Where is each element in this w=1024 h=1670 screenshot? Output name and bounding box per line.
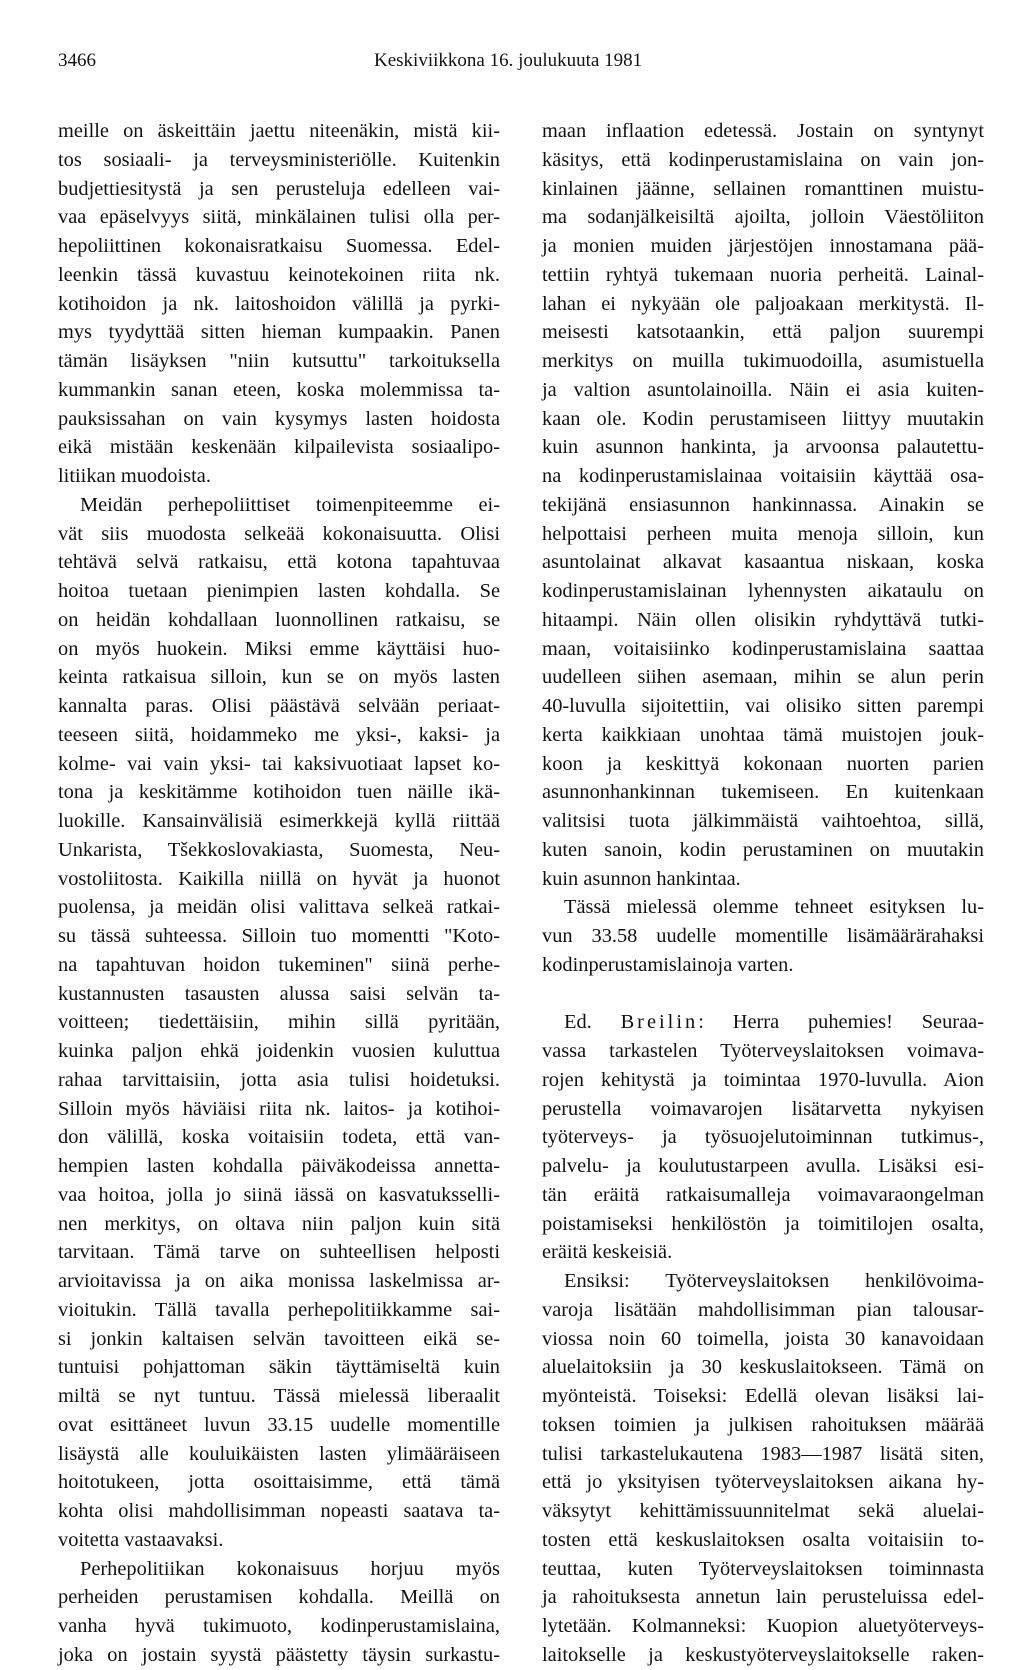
text-line: voitteen; tiedettäisiin, mihin sillä pyritään, [58,1011,500,1034]
text-line [542,980,984,1009]
text-line: si jonkin kaltaisen selvän tavoitteen eikä se- [58,1327,500,1350]
text-line: hepoliittinen kokonaisratkaisu Suomessa. Edel- [58,235,500,257]
right-column [542,117,984,1670]
text-line: perheiden perustamisen kohdalla. Meillä on [58,1586,500,1609]
text-line: eikä mistään keskenään kilpailevista sosiaalipo- [58,436,500,459]
text-line: kummankin sanan eteen, koska molemmissa ta- [58,378,500,401]
text-line: lisäystä alle kouluikäisten lasten ylimääräiseen [58,1442,500,1465]
text-line: ma sodanjälkeisiltä ajoilta, jolloin Väestöliiton [542,206,984,229]
text-line: meisesti katsotaankin, että paljon suurempi [542,321,984,344]
text-line: rojen kehitystä ja toimintaa 1970-luvulla. Aion [542,1068,984,1091]
text-line: kotihoidon ja nk. laitoshoidon välillä ja pyrki- [58,292,500,315]
text-line: kolme- vai vain yksi- tai kaksivuotiaat lapset ko- [58,752,500,775]
text-line: ja monien muiden järjestöjen innostamana pää- [542,235,984,257]
text-line: maan, voitaisiinko kodinperustamislaina saattaa [542,637,984,660]
text-line: leenkin tässä kuvastuu keinotekoinen riita nk. [58,263,500,286]
text-line: hoitoa tuetaan pienimpien lasten kohdalla. Se [58,580,500,602]
text-line: 40-luvulla sijoitettiin, vai olisiko sitten parempi [542,695,984,717]
text-line: su tässä suhteessa. Silloin tuo momentti "Koto- [58,925,500,947]
text-line: kuin asunnon hankintaa. [542,867,741,890]
text-line: kannalta paras. Olisi päästävä selvään periaat- [58,695,500,717]
text-line: toksen toimien ja julkisen rahoituksen määrää [542,1413,984,1436]
text-line: vioitukin. Tällä tavalla perhepolitiikkamme sai- [58,1298,500,1321]
text-line: vassa tarkastelen Työterveyslaitoksen voimava- [542,1040,984,1062]
text-line: viossa noin 60 toimella, joista 30 kanavoidaan [542,1327,984,1350]
header-date: Keskiviikkona 16. joulukuuta 1981 [374,50,643,71]
text-line: don välillä, koska voitaisiin todeta, että van- [58,1126,500,1149]
text-line: poistamiseksi henkilöstön ja toimitilojen osalta, [542,1212,984,1235]
text-line: puolensa, ja meidän olisi valittava selkeä ratkai- [58,896,500,919]
text-line: koon ja keskittyä kokonaan nuorten parien [542,752,984,775]
text-line: väksytyt kehittämissuunnitelmat sekä aluelai- [542,1500,984,1522]
text-line: keinta ratkaisua silloin, kun se on myös lasten [58,666,500,689]
text-line: teuttaa, kuten Työterveyslaitoksen toiminnasta [542,1557,984,1580]
text-line: voitetta vastaavaksi. [58,1528,224,1551]
text-line: tämän lisäyksen "niin kutsuttu" tarkoituksella [58,350,500,372]
text-line: hempien lasten kohdalla päiväkodeissa annetta- [58,1155,500,1177]
text-line: tona ja keskitämme kotihoidon tuen näille ikä- [58,781,500,804]
text-line: tekijänä ensiasunnon hankinnassa. Ainakin se [542,493,984,516]
text-line: palvelu- ja koulutustarpeen avulla. Lisäksi esi- [542,1155,984,1177]
text-line: että jo yksityisen työterveyslaitoksen aikana hy- [542,1471,984,1494]
text-line: na kodinperustamislainaa voitaisiin käyttää osa- [542,465,984,487]
text-line: kodinperustamislainoja varten. [542,953,794,976]
text-line: tos sosiaali- ja terveysministeriölle. Kuitenkin [58,148,500,171]
text-line: vät siis muodosta selkeää kokonaisuutta. Olisi [58,522,500,545]
text-line: ja rahoituksesta annetun lain perusteluissa edel- [542,1586,984,1609]
text-line: tettiin ryhtyä tukemaan nuoria perheitä. Lainal- [542,263,984,286]
text-line: myönteistä. Toiseksi: Edellä olevan lisäksi lai- [542,1385,984,1407]
text-line: Tässä mielessä olemme tehneet esityksen lu- [564,896,984,919]
text-line: perustella voimavarojen lisätarvetta nykyisen [542,1097,984,1120]
text-line: vanha hyvä tukimuoto, kodinperustamislaina, [58,1615,500,1637]
text-line: maan inflaation edetessä. Jostain on syntynyt [542,120,984,142]
text-line: kuinka paljon ehkä joidenkin vuosien kuluttua [58,1040,500,1062]
text-line: lytetään. Kolmanneksi: Kuopion aluetyöterveys- [542,1615,984,1637]
text-line: on heidän kohdallaan luonnollinen ratkaisu, se [58,608,500,631]
text-line: kohta olisi mahdollisimman nopeasti saatava ta- [58,1500,500,1522]
text-line: kustannusten tasausten alussa saisi selvän ta- [58,982,500,1005]
page-number: 3466 [58,50,96,71]
text-line: kinlainen jäänne, sellainen romanttinen muistu- [542,177,984,200]
text-line: kerta kaikkiaan unohtaa tämä muistojen jouk- [542,723,984,746]
text-line: litiikan muodoista. [58,465,211,487]
text-line: tosten että keskuslaitoksen osalta voitaisiin to- [542,1528,984,1551]
text-line: kaan ole. Kodin perustamiseen liittyy muutakin [542,407,984,430]
text-line: vaa epäselvyys siitä, minkälainen tulisi olla per- [58,206,500,229]
text-line: mys tyydyttää sitten hieman kumpaakin. Panen [58,321,500,344]
text-line: na tapahtuvan hoidon tukeminen" siinä perhe- [58,953,500,976]
text-line: työterveys- ja työsuojelutoiminnan tutkimus-, [542,1126,984,1149]
text-line: merkitys on muilla tukimuodoilla, asumistuella [542,350,984,372]
text-line: käsitys, että kodinperustamislaina on vain jon- [542,148,984,171]
text-line: joka on jostain syystä päästetty täysin surkastu- [58,1643,500,1666]
text-line: on myös huokein. Miksi emme käyttäisi huo- [58,637,500,660]
text-line: aluelaitoksiin ja 30 keskuslaitokseen. Tämä on [542,1356,984,1379]
text-line: asuntolainat alkavat kasaantua niskaan, koska [542,551,984,574]
text-line: hoitotukeen, jotta osoittaisimme, että tämä [58,1471,500,1494]
text-line: tehtävä selvä ratkaisu, että kotona tapahtuvaa [58,551,500,574]
text-line: Unkarista, Tšekkoslovakiasta, Suomesta, Neu- [58,838,500,861]
text-line: vaa hoitoa, jolla jo siinä iässä on kasvatuksselli- [58,1183,500,1206]
text-line: uudelleen siihen asemaan, mihin se alun perin [542,666,984,689]
text-line: Ensiksi: Työterveyslaitoksen henkilövoima- [564,1270,984,1292]
text-line: helpottaisi perheen muita menoja silloin, kun [542,522,984,545]
text-line: Ed. Breilin: Herra puhemies! Seuraa- [564,1011,984,1034]
text-line: pauksissahan on vain kysymys lasten hoidosta [58,407,500,430]
text-line: luokille. Kansainvälisiä esimerkkejä kyllä riittää [58,810,500,832]
running-header [58,50,984,80]
text-line: varoja lisätään mahdollisimman pian talousar- [542,1298,984,1321]
text-line: eräitä keskeisiä. [542,1241,673,1264]
text-line: vostoliitosta. Kaikilla niillä on hyvät ja huonot [58,867,500,890]
text-line: Meidän perhepoliittiset toimenpiteemme ei- [80,493,500,516]
text-line: tarvitaan. Tämä tarve on suhteellisen helposti [58,1241,500,1264]
text-line: asunnonhankinnan tukemiseen. En kuitenkaan [542,781,984,804]
text-line: nen merkitys, on oltava niin paljon kuin sitä [58,1212,500,1235]
text-line: Silloin myös häviäisi riita nk. laitos- ja kotihoi- [58,1097,500,1120]
text-line: ja valtion asuntolainoilla. Näin ei asia kuiten- [542,378,984,401]
text-line: lahan ei nykyään ole paljoakaan merkitystä. Il- [542,292,984,315]
text-line: rahaa tarvittaisiin, jotta asia tulisi hoidetuksi. [58,1068,500,1091]
left-column [58,117,500,1670]
text-line: valitsisi tuota jälkimmäistä vaihtoehtoa, sillä, [542,810,984,832]
text-line: meille on äskeittäin jaettu niteenäkin, mistä kii- [58,120,500,142]
text-line: teeseen siitä, hoidammeko me yksi-, kaksi- ja [58,723,500,746]
text-line: hitaampi. Näin ollen olisikin ryhdyttävä tutki- [542,608,984,631]
text-line: arvioitavissa ja on aika monissa laskelmissa ar- [58,1270,500,1292]
text-line: miltä se nyt tuntuu. Tässä mielessä liberaalit [58,1385,500,1407]
text-line: laitokselle ja keskustyöterveyslaitokselle raken- [542,1643,984,1666]
text-line: kuten sanoin, kodin perustaminen on muutakin [542,838,984,861]
text-line: tän eräitä ratkaisumalleja voimavaraongelman [542,1183,984,1206]
text-line: tuntuisi pohjattoman säkin täyttämiseltä kuin [58,1356,500,1379]
text-line: vun 33.58 uudelle momentille lisämäärärahaksi [542,925,984,947]
text-line: ovat esittäneet luvun 33.15 uudelle momentille [58,1413,500,1436]
text-line: budjettiesitystä ja sen perusteluja edelleen vai- [58,177,500,200]
text-line: Perhepolitiikan kokonaisuus horjuu myös [80,1557,500,1580]
text-line: tulisi tarkastelukautena 1983—1987 lisätä siten, [542,1442,984,1465]
text-line: kuin asunnon hankinta, ja arvoonsa palautettu- [542,436,984,459]
text-line: kodinperustamislainan lyhennysten aikataulu on [542,580,984,602]
